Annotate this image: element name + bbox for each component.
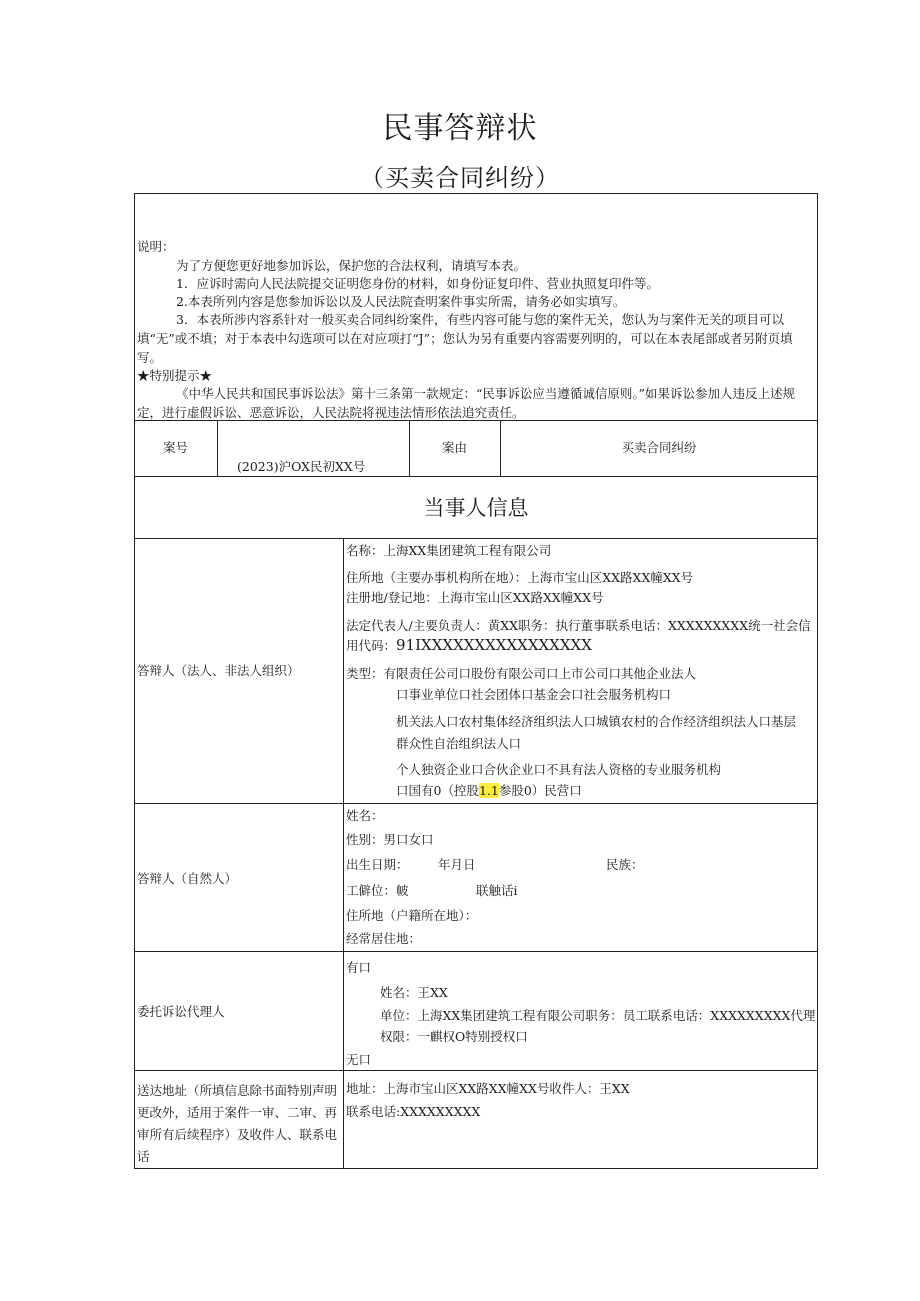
agent-name: 姓名：王XX: [380, 985, 448, 1000]
document-title: 民事答辩状: [382, 111, 538, 146]
legal-respondent-type-1: 类型：有限责任公司口股份有限公司口上市公司口其他企业法人: [346, 666, 697, 681]
agent-has: 有口: [346, 960, 372, 975]
notes-item-2: 2.本表所列内容是您参加诉讼以及人民法院查明案件事实所需，请务必如实填写。: [176, 294, 626, 309]
service-address: 地址：上海市宝山区XX路XX幢XX号收件人：王XX: [346, 1081, 630, 1096]
special-notice-heading: ★特别提示★: [137, 368, 213, 383]
row-divider: [134, 803, 818, 804]
natural-respondent-name: 姓名：: [346, 808, 384, 823]
natural-respondent-birth: 出生日期：: [346, 857, 409, 872]
legal-respondent-credit-code: [346, 636, 592, 655]
case-cause-label: 案由: [441, 440, 467, 455]
row-divider: [134, 538, 818, 539]
legal-respondent-type-6: [396, 781, 582, 800]
agent-authority: 权限：一麒权O特别授权口: [380, 1029, 528, 1044]
service-phone: 联系电话:XXXXXXXXX: [346, 1104, 481, 1119]
special-notice-text: 《中华人民共和国民事诉讼法》第十三条第一款规定：“民事诉讼应当遵循诚信原则。”如果诉讼参加人违反上述规定，进行虚假诉讼、恶意诉讼，人民法院将视违法情形依法追究责任。: [137, 386, 796, 420]
service-label: 送达地址（所填信息除书面特别声明更改外，适用于案件一审、二审、再审所有后续程序）及收件人、联系电话: [137, 1083, 338, 1164]
notes-item-3: 3．本表所涉内容系针对一般买卖合同纠纷案件，有些内容可能与您的案件无关，您认为与案件无关的项目可以填“无”或不填；对于本表中勾选项可以在对应项打“J”；您认为另有重要内容需要列明的，可以在本表尾部或者另附页填写。: [137, 312, 793, 365]
legal-respondent-type-4: 群众性自治组织法人口: [396, 736, 522, 751]
legal-respondent-type-2: 口事业单位口社会团体口基金会口社会服务机构口: [396, 687, 672, 702]
legal-respondent-name: 名称：上海XX集团建筑工程有限公司: [346, 543, 552, 558]
credit-code-value: 91IXXXXXXXXXXXXXXXX: [396, 636, 592, 654]
document-subtitle: （买卖合同纠纷）: [360, 164, 560, 192]
row-divider: [134, 476, 818, 477]
natural-respondent-ethnicity: 民族：: [606, 857, 644, 872]
ownership-private: 参股0）民营口: [498, 783, 582, 798]
natural-respondent-phone: 联触话i: [476, 883, 518, 898]
row-divider: [134, 951, 818, 952]
legal-respondent-representative: 法定代表人/主要负责人：黄XX职务：执行董事联系电话：XXXXXXXXX统一社会信: [346, 618, 811, 633]
notes-heading: 说明：: [137, 239, 175, 254]
agent-unit: 单位：上海XX集团建筑工程有限公司职务：员工联系电话：XXXXXXXXX代理: [380, 1008, 816, 1023]
agent-none: 无口: [346, 1052, 372, 1067]
ownership-highlight: 1.1: [478, 783, 499, 798]
case-number-label: 案号: [162, 440, 188, 455]
credit-code-label: 用代码：: [346, 638, 397, 653]
legal-respondent-address: 住所地（主要办事机构所在地）：上海市宝山区XX路XX幢XX号: [346, 570, 694, 585]
legal-respondent-type-5: 个人独资企业口合伙企业口不具有法人资格的专业服务机构: [396, 762, 722, 777]
legal-respondent-reg-address: 注册地/登记地：上海市宝山区XX路XX幢XX号: [346, 590, 604, 605]
party-section-title: 当事人信息: [423, 496, 529, 520]
natural-respondent-birth-ymd: 年月日: [438, 857, 476, 872]
natural-respondent-gender: 性别：男口女口: [346, 832, 434, 847]
notes-item-1: 1．应诉时需向人民法院提交证明您身份的材料，如身份证复印件、营业执照复印件等。: [176, 276, 659, 291]
row-divider: [134, 1070, 818, 1071]
column-divider: [217, 420, 218, 476]
natural-respondent-domicile: 住所地（户籍所在地）：: [346, 908, 478, 923]
case-cause-value: 买卖合同纠纷: [621, 440, 697, 455]
notes-intro: 为了方便您更好地参加诉讼，保护您的合法权利，请填写本表。: [176, 258, 527, 273]
natural-respondent-work: 工僻位：帔: [346, 883, 409, 898]
natural-respondent-residence: 经常居住地：: [346, 931, 422, 946]
agent-label: 委托诉讼代理人: [137, 1004, 225, 1019]
legal-respondent-type-3: 机关法人口农村集体经济组织法人口城镇农村的合作经济组织法人口基层: [396, 714, 797, 729]
legal-respondent-label: 答辩人（法人、非法人组织）: [137, 663, 300, 678]
ownership-state: 口国有0（控股: [396, 783, 479, 798]
natural-respondent-label: 答辩人（自然人）: [137, 871, 238, 886]
case-number-value: (2023)沪OX民初XX号: [237, 459, 366, 474]
column-divider: [343, 538, 344, 1169]
